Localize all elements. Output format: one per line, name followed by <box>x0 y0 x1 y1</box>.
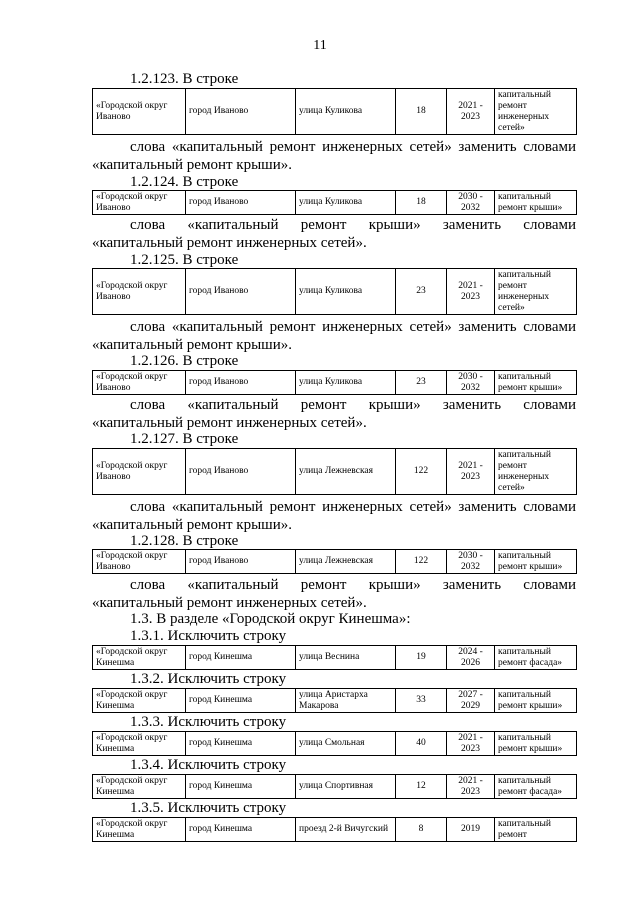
section-heading: 1.2.128. В строке <box>130 533 239 549</box>
cell-house: 122 <box>396 449 447 495</box>
table-row <box>92 731 577 756</box>
replacement-paragraph <box>92 138 576 174</box>
paragraph-line: «капитальный ремонт инженерных сетей». <box>92 595 367 611</box>
section-heading: 1.2.127. В строке <box>130 431 239 447</box>
cell-work-type: капитальный ремонт инженерных сетей» <box>495 269 577 315</box>
cell-work-type: капитальный ремонт фасада» <box>495 775 577 799</box>
cell-house: 40 <box>396 732 447 756</box>
replacement-paragraph <box>92 498 576 534</box>
cell-district: «Городской округ Иваново <box>93 191 186 215</box>
cell-work-type: капитальный ремонт инженерных сетей» <box>495 449 577 495</box>
cell-district: «Городской округ Кинешма <box>93 775 186 799</box>
cell-street: улица Смольная <box>296 732 396 756</box>
paragraph-line: слова «капитальный ремонт крыши» заменить словами <box>130 577 576 593</box>
table-row <box>92 448 577 495</box>
cell-work-type: капитальный ремонт инженерных сетей» <box>495 89 577 135</box>
section-heading: 1.3.5. Исключить строку <box>130 800 287 816</box>
cell-street: улица Куликова <box>296 371 396 395</box>
cell-work-type: капитальный ремонт крыши» <box>495 732 577 756</box>
cell-city: город Иваново <box>186 550 296 574</box>
table-row <box>92 190 577 215</box>
cell-work-type: капитальный ремонт крыши» <box>495 689 577 713</box>
cell-period: 2024 - 2026 <box>447 646 495 670</box>
paragraph-line: слова «капитальный ремонт инженерных сетей» заменить словами <box>130 139 576 155</box>
section-heading: 1.3. В разделе «Городской округ Кинешма»: <box>130 611 411 627</box>
cell-house: 8 <box>396 818 447 842</box>
paragraph-line: «капитальный ремонт крыши». <box>92 157 292 173</box>
cell-work-type: капитальный ремонт фасада» <box>495 646 577 670</box>
paragraph-line: слова «капитальный ремонт инженерных сетей» заменить словами <box>130 319 576 335</box>
cell-street: улица Куликова <box>296 191 396 215</box>
cell-street: проезд 2-й Вичугский <box>296 818 396 842</box>
cell-city: город Иваново <box>186 191 296 215</box>
table-row <box>92 549 577 574</box>
paragraph-line: «капитальный ремонт крыши». <box>92 337 292 353</box>
replacement-paragraph <box>92 576 576 612</box>
cell-city: город Кинешма <box>186 646 296 670</box>
section-heading: 1.2.125. В строке <box>130 252 239 268</box>
section-heading: 1.3.1. Исключить строку <box>130 628 287 644</box>
cell-district: «Городской округ Иваново <box>93 449 186 495</box>
paragraph-line: слова «капитальный ремонт крыши» заменить словами <box>130 217 576 233</box>
table-row <box>92 817 577 842</box>
table-row <box>92 370 577 395</box>
cell-city: город Кинешма <box>186 775 296 799</box>
cell-period: 2030 - 2032 <box>447 371 495 395</box>
cell-street: улица Лежневская <box>296 550 396 574</box>
cell-district: «Городской округ Кинешма <box>93 818 186 842</box>
cell-house: 18 <box>396 191 447 215</box>
section-heading: 1.3.2. Исключить строку <box>130 671 287 687</box>
paragraph-line: «капитальный ремонт инженерных сетей». <box>92 235 367 251</box>
cell-district: «Городской округ Иваново <box>93 550 186 574</box>
paragraph-line: «капитальный ремонт крыши». <box>92 517 292 533</box>
cell-period: 2030 - 2032 <box>447 550 495 574</box>
cell-house: 33 <box>396 689 447 713</box>
cell-house: 19 <box>396 646 447 670</box>
cell-city: город Иваново <box>186 89 296 135</box>
table-row <box>92 688 577 713</box>
cell-period: 2021 - 2023 <box>447 269 495 315</box>
cell-city: город Кинешма <box>186 732 296 756</box>
cell-district: «Городской округ Кинешма <box>93 646 186 670</box>
section-heading: 1.3.4. Исключить строку <box>130 757 287 773</box>
section-heading: 1.2.123. В строке <box>130 71 239 87</box>
paragraph-line: «капитальный ремонт инженерных сетей». <box>92 415 367 431</box>
cell-work-type: капитальный ремонт крыши» <box>495 550 577 574</box>
table-row <box>92 774 577 799</box>
cell-period: 2021 - 2023 <box>447 775 495 799</box>
cell-district: «Городской округ Кинешма <box>93 689 186 713</box>
table-row <box>92 645 577 670</box>
cell-district: «Городской округ Иваново <box>93 371 186 395</box>
cell-house: 12 <box>396 775 447 799</box>
replacement-paragraph <box>92 396 576 432</box>
cell-period: 2021 - 2023 <box>447 732 495 756</box>
paragraph-line: слова «капитальный ремонт крыши» заменить словами <box>130 397 576 413</box>
cell-city: город Иваново <box>186 371 296 395</box>
cell-period: 2021 - 2023 <box>447 89 495 135</box>
cell-city: город Кинешма <box>186 818 296 842</box>
cell-city: город Иваново <box>186 269 296 315</box>
cell-work-type: капитальный ремонт крыши» <box>495 371 577 395</box>
cell-street: улица Куликова <box>296 269 396 315</box>
cell-house: 23 <box>396 269 447 315</box>
section-heading: 1.2.124. В строке <box>130 174 239 190</box>
section-heading: 1.2.126. В строке <box>130 353 239 369</box>
table-row <box>92 88 577 135</box>
cell-work-type: капитальный ремонт крыши» <box>495 191 577 215</box>
replacement-paragraph <box>92 318 576 354</box>
cell-house: 18 <box>396 89 447 135</box>
page-number: 11 <box>313 38 327 53</box>
cell-city: город Иваново <box>186 449 296 495</box>
cell-street: улица Спортивная <box>296 775 396 799</box>
cell-city: город Кинешма <box>186 689 296 713</box>
paragraph-line: слова «капитальный ремонт инженерных сетей» заменить словами <box>130 499 576 515</box>
cell-street: улица Куликова <box>296 89 396 135</box>
cell-period: 2027 - 2029 <box>447 689 495 713</box>
cell-house: 122 <box>396 550 447 574</box>
section-heading: 1.3.3. Исключить строку <box>130 714 287 730</box>
replacement-paragraph <box>92 216 576 252</box>
cell-period: 2021 - 2023 <box>447 449 495 495</box>
cell-period: 2030 - 2032 <box>447 191 495 215</box>
cell-street: улица Веснина <box>296 646 396 670</box>
cell-district: «Городской округ Иваново <box>93 89 186 135</box>
cell-district: «Городской округ Кинешма <box>93 732 186 756</box>
table-row <box>92 268 577 315</box>
cell-street: улица Аристарха Макарова <box>296 689 396 713</box>
cell-street: улица Лежневская <box>296 449 396 495</box>
cell-period: 2019 <box>447 818 495 842</box>
cell-work-type: капитальный ремонт <box>495 818 577 842</box>
cell-house: 23 <box>396 371 447 395</box>
cell-district: «Городской округ Иваново <box>93 269 186 315</box>
